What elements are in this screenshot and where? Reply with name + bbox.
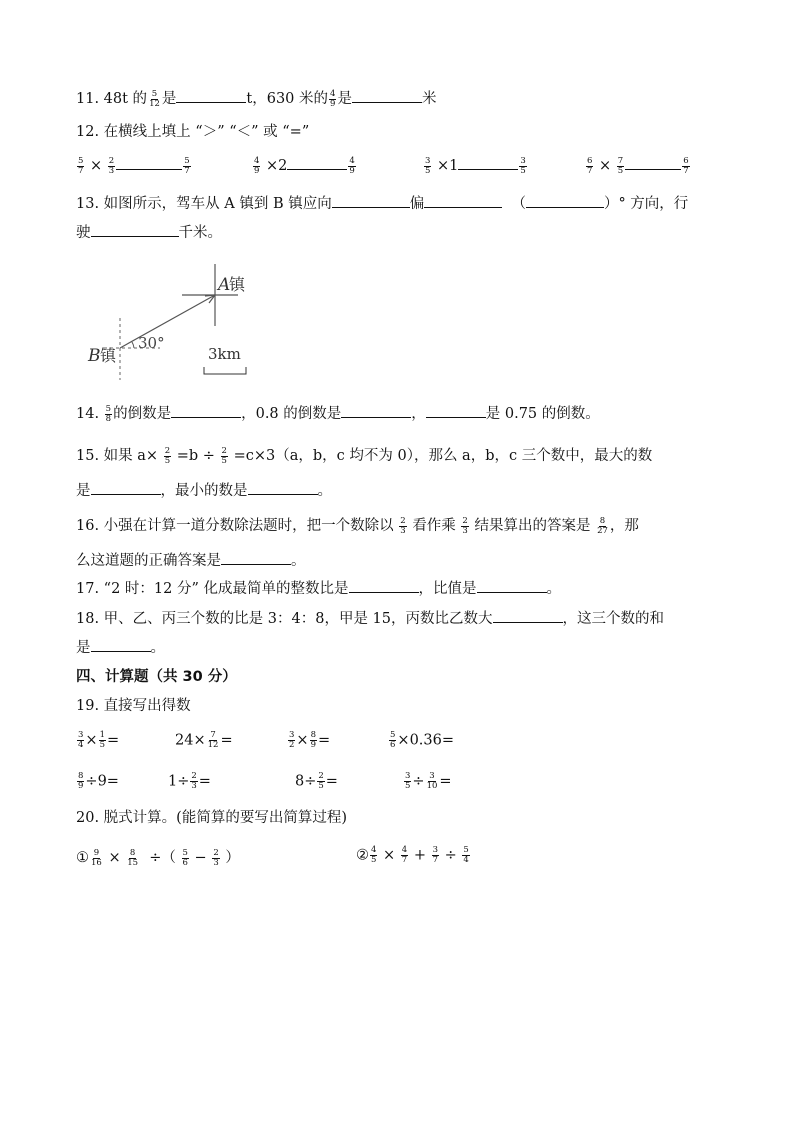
answer-blank[interactable] xyxy=(349,578,419,593)
calc-item: $\frac{5}{6}$ ×0.36= xyxy=(390,730,455,750)
q12-item-2: $\frac{4}{9}$ ×2 $\frac{4}{9}$ xyxy=(254,155,355,176)
answer-blank[interactable] xyxy=(248,480,318,495)
b-town-label: 镇 xyxy=(100,346,117,365)
answer-blank[interactable] xyxy=(426,403,486,418)
answer-blank[interactable] xyxy=(477,578,547,593)
calc-item: 24× $\frac{7}{12}$ = xyxy=(175,730,233,750)
answer-blank[interactable] xyxy=(625,155,681,170)
question-17: 17. “2 时：12 分” 化成最简单的整数比是 ，比值是 。 xyxy=(76,578,561,599)
fraction: $\frac{5}{12}$ xyxy=(149,88,160,109)
question-18: 18. 甲、乙、丙三个数的比是 3：4：8，甲是 15，丙数比乙数大 ，这三个数的和 xyxy=(76,608,664,629)
answer-blank[interactable] xyxy=(287,155,347,170)
question-13: 13. 如图所示，驾车从 A 镇到 B 镇应向 偏 （ ）° 方向，行 xyxy=(76,193,688,214)
answer-blank[interactable] xyxy=(526,193,604,208)
answer-blank[interactable] xyxy=(171,403,241,418)
answer-blank[interactable] xyxy=(176,88,246,103)
question-15-cont: 是 ，最小的数是 。 xyxy=(76,480,332,501)
q11-text-a: 11. 48t 的 xyxy=(76,91,148,107)
expression-1: ① $\frac{9}{16}$ × $\frac{8}{15}$ ÷（ $\frac{5}{6}$ − $\frac{2}{3}$ ） xyxy=(76,847,240,868)
q11-text-e: 米 xyxy=(421,91,437,107)
b-label: B xyxy=(88,346,101,366)
question-18-cont: 是 。 xyxy=(76,637,165,658)
question-16: 16. 小强在计算一道分数除法题时，把一个数除以 $\frac{2}{3}$ 看作乘 $\frac{2}{3}$ 结果算出的答案是 $\frac{8}{27}$ ，那 xyxy=(76,515,639,536)
answer-blank[interactable] xyxy=(458,155,518,170)
q11-text-b: 是 xyxy=(161,91,177,107)
answer-blank[interactable] xyxy=(91,222,179,237)
answer-blank[interactable] xyxy=(352,88,422,103)
calc-item: $\frac{8}{9}$ ÷9= xyxy=(78,771,119,791)
question-14: 14. $\frac{5}{8}$ 的倒数是 ，0.8 的倒数是 ， 是 0.75 的倒数。 xyxy=(76,403,600,424)
calc-item: $\frac{3}{4}$ × $\frac{1}{5}$ = xyxy=(78,730,120,750)
answer-blank[interactable] xyxy=(221,550,291,565)
angle-label: 30° xyxy=(138,334,165,352)
answer-blank[interactable] xyxy=(493,608,563,623)
expression-2: ② $\frac{4}{5}$ × $\frac{4}{7}$ + $\frac{3}{7}$ ÷ $\frac{5}{4}$ xyxy=(356,845,469,865)
question-11 xyxy=(76,88,436,109)
question-16-cont: 么这道题的正确答案是 。 xyxy=(76,550,306,571)
q12-item-4: $\frac{6}{7}$ × $\frac{7}{5}$ $\frac{6}{7}$ xyxy=(587,155,689,176)
calc-item: $\frac{3}{2}$ × $\frac{8}{9}$ = xyxy=(289,730,331,750)
a-label: A xyxy=(218,275,231,295)
question-19-title: 19. 直接写出得数 xyxy=(76,698,191,714)
question-15: 15. 如果 a× $\frac{2}{5}$ =b ÷ $\frac{2}{5}$ =c×3（a，b，c 均不为 0），那么 a，b，c 三个数中，最大的数 xyxy=(76,445,653,466)
question-20-title: 20. 脱式计算。(能简算的要写出简算过程) xyxy=(76,810,347,826)
fraction: $\frac{4}{9}$ xyxy=(330,88,336,109)
answer-blank[interactable] xyxy=(341,403,411,418)
q11-text-c: t，630 米的 xyxy=(246,91,329,107)
answer-blank[interactable] xyxy=(91,480,161,495)
a-town-label: 镇 xyxy=(229,275,246,294)
question-13-cont: 驶 千米。 xyxy=(76,222,222,243)
q11-text-d: 是 xyxy=(337,91,352,107)
answer-blank[interactable] xyxy=(116,155,182,170)
answer-blank[interactable] xyxy=(332,193,410,208)
calc-item: 1÷ $\frac{2}{3}$ = xyxy=(168,771,211,791)
calc-item: $\frac{3}{5}$ ÷ $\frac{3}{10}$ = xyxy=(405,771,452,791)
scale-label: 3km xyxy=(208,345,241,363)
answer-blank[interactable] xyxy=(424,193,502,208)
question-12-title: 12. 在横线上填上 “＞” “＜” 或 “=” xyxy=(76,124,310,140)
section-title: 四、计算题（共 30 分） xyxy=(76,669,237,685)
calc-item: 8÷ $\frac{2}{5}$ = xyxy=(295,771,338,791)
answer-blank[interactable] xyxy=(91,637,151,652)
direction-diagram xyxy=(80,258,265,388)
q12-item-1: $\frac{5}{7}$ × $\frac{2}{3}$ $\frac{5}{7}$ xyxy=(78,155,190,176)
q12-item-3: $\frac{3}{5}$ ×1 $\frac{3}{5}$ xyxy=(425,155,526,176)
